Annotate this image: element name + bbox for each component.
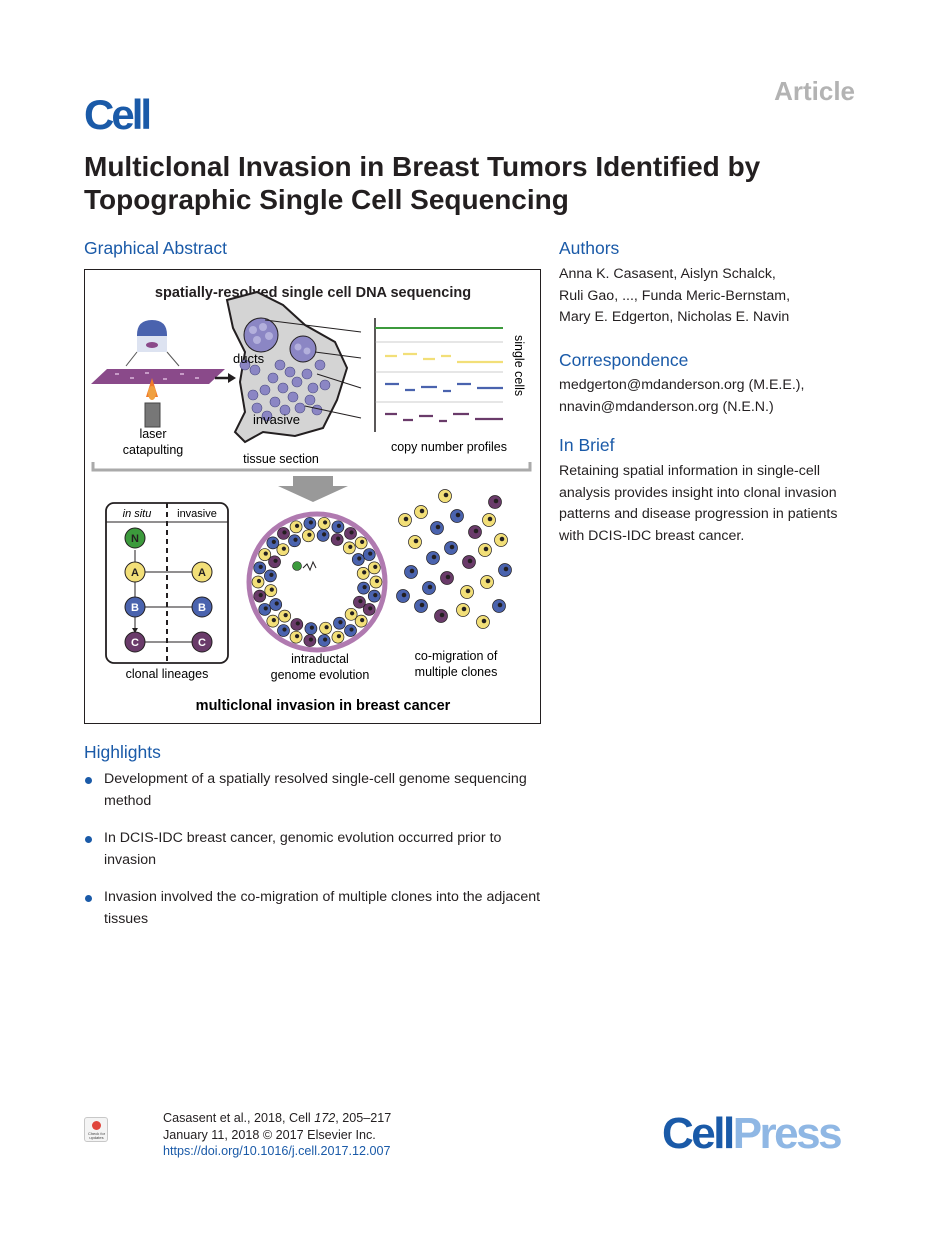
cell-nucleus xyxy=(259,565,263,569)
in-brief-text: Retaining spatial information in single-cell analysis provides insight into clonal invasion patterns and disease progression in patients with DCIS-IDC breast cancer. xyxy=(559,463,838,544)
cell-nucleus xyxy=(450,545,455,550)
cell-nucleus xyxy=(368,606,372,610)
svg-text:ducts: ducts xyxy=(233,351,265,366)
cell-nucleus xyxy=(484,547,489,552)
correspondence-heading: Correspondence xyxy=(559,350,689,370)
cell-nucleus xyxy=(269,573,273,577)
highlights-heading: Highlights xyxy=(84,742,161,762)
svg-text:C: C xyxy=(198,637,206,649)
svg-text:C: C xyxy=(131,637,139,649)
cell-nucleus xyxy=(309,520,313,524)
cell-nucleus xyxy=(468,559,473,564)
tissue-slide-icon xyxy=(91,369,225,384)
cell-nucleus xyxy=(293,538,297,542)
article-title: Multiclonal Invasion in Breast Tumors Identified by Topographic Single Cell Sequencing xyxy=(84,151,761,215)
lineage-node-n xyxy=(125,528,145,548)
cell-nucleus xyxy=(310,626,314,630)
cell-nucleus xyxy=(362,570,366,574)
cell-nucleus xyxy=(264,551,268,555)
citation-line-1: Casasent et al., 2018, Cell 172, 205–217 xyxy=(163,1111,392,1125)
cell-nucleus xyxy=(337,634,341,638)
bullet-icon xyxy=(85,895,92,902)
ga-bottom-title: multiclonal invasion in breast cancer xyxy=(195,698,451,714)
svg-text:in situ: in situ xyxy=(122,508,152,520)
cell-nucleus xyxy=(368,551,372,555)
cell-nucleus xyxy=(504,567,509,572)
authors-heading: Authors xyxy=(559,238,620,258)
cell-nucleus xyxy=(360,618,364,622)
cell-nucleus xyxy=(373,593,377,597)
cell-nucleus xyxy=(444,493,449,498)
check-for-updates-icon[interactable]: Check for updates xyxy=(84,1117,108,1142)
cell-nucleus xyxy=(275,601,279,605)
svg-text:copy number profiles: copy number profiles xyxy=(390,440,508,454)
cell-nucleus xyxy=(404,517,409,522)
svg-text:co-migration of: co-migration of xyxy=(414,649,498,663)
cell-nucleus xyxy=(282,530,286,534)
cell-nucleus xyxy=(432,555,437,560)
cell-nucleus xyxy=(482,619,487,624)
cell-nucleus xyxy=(474,529,479,534)
svg-text:invasive: invasive xyxy=(253,412,300,427)
cell-nucleus xyxy=(494,499,499,504)
cell-nucleus xyxy=(440,613,445,618)
highlight-item: In DCIS-IDC breast cancer, genomic evolution occurred prior to invasion xyxy=(84,828,544,871)
cell-nucleus xyxy=(272,618,276,622)
graphical-abstract-figure xyxy=(84,269,541,724)
article-type-label: Article xyxy=(774,76,855,106)
cell-nucleus xyxy=(348,545,352,549)
correspondence-block xyxy=(559,375,859,418)
ga-top-title: spatially-resolved single cell DNA sequencing xyxy=(154,285,472,301)
cell-nucleus xyxy=(466,589,471,594)
cell-nucleus xyxy=(282,547,286,551)
highlight-item: Invasion involved the co-migration of multiple clones into the adjacent tissues xyxy=(84,887,544,930)
cell-nucleus xyxy=(462,607,467,612)
cell-nucleus xyxy=(428,585,433,590)
cell-nucleus xyxy=(436,525,441,530)
cell-nucleus xyxy=(323,637,327,641)
svg-text:A: A xyxy=(131,567,139,579)
cell-nucleus xyxy=(273,559,277,563)
cell-nucleus xyxy=(350,611,354,615)
cell-nucleus xyxy=(282,627,286,631)
cell-nucleus xyxy=(296,621,300,625)
cell-nucleus xyxy=(357,556,361,560)
cell-nucleus xyxy=(456,513,461,518)
cell-nucleus xyxy=(349,530,353,534)
cell-nucleus xyxy=(498,603,503,608)
highlights-list xyxy=(84,769,544,946)
cell-nucleus xyxy=(307,533,311,537)
cell-nucleus xyxy=(363,585,367,589)
copy-number-profiles xyxy=(375,318,503,432)
cell-nucleus xyxy=(402,593,407,598)
svg-text:tissue section: tissue section xyxy=(243,452,319,466)
svg-text:single cells: single cells xyxy=(512,335,526,397)
cell-nucleus xyxy=(410,569,415,574)
cell-nucleus xyxy=(446,575,451,580)
cell-nucleus xyxy=(337,524,341,528)
svg-text:invasive: invasive xyxy=(177,508,217,520)
laser-cylinder-icon xyxy=(145,403,160,427)
cell-nucleus xyxy=(257,579,261,583)
cell-nucleus xyxy=(373,565,377,569)
cell-nucleus xyxy=(284,613,288,617)
cell-nucleus xyxy=(336,536,340,540)
migrating-cells xyxy=(397,490,512,629)
bullet-icon xyxy=(85,836,92,843)
cell-nucleus xyxy=(322,532,326,536)
svg-text:catapulting: catapulting xyxy=(122,443,184,457)
svg-text:intraductal: intraductal xyxy=(291,652,349,666)
laser-apparatus-icon xyxy=(126,320,179,366)
svg-text:multiple clones: multiple clones xyxy=(414,665,498,679)
cell-nucleus xyxy=(420,603,425,608)
cell-nucleus xyxy=(295,634,299,638)
authors-line-1: Anna K. Casasent, Aislyn Schalck, xyxy=(559,266,776,282)
cell-nucleus xyxy=(338,620,342,624)
graphical-abstract-heading: Graphical Abstract xyxy=(84,238,227,258)
correspondence-email-1[interactable]: medgerton@mdanderson.org (M.E.E.), xyxy=(559,377,805,393)
cell-nucleus xyxy=(349,627,353,631)
cell-nucleus xyxy=(500,537,505,542)
correspondence-email-2[interactable]: nnavin@mdanderson.org (N.E.N.) xyxy=(559,398,774,415)
cell-journal-logo: Cell xyxy=(84,91,150,138)
cell-nucleus xyxy=(486,579,491,584)
svg-text:genome evolution: genome evolution xyxy=(270,668,370,682)
cell-nucleus xyxy=(358,599,362,603)
bullet-icon xyxy=(85,777,92,784)
svg-text:laser: laser xyxy=(139,427,167,441)
cell-nucleus xyxy=(264,606,268,610)
citation-block xyxy=(163,1110,391,1160)
cellpress-logo: CellPress xyxy=(662,1109,841,1158)
authors-line-2: Ruli Gao, ..., Funda Meric-Bernstam, xyxy=(559,287,791,304)
cell-nucleus xyxy=(414,539,419,544)
citation-line-2: January 11, 2018 © 2017 Elsevier Inc. xyxy=(163,1127,376,1142)
cell-nucleus xyxy=(323,520,327,524)
authors-line-3: Mary E. Edgerton, Nicholas E. Navin xyxy=(559,309,790,325)
cell-nucleus xyxy=(375,579,379,583)
svg-text:A: A xyxy=(198,567,206,579)
cell-nucleus xyxy=(488,517,493,522)
doi-link[interactable]: https://doi.org/10.1016/j.cell.2017.12.007 xyxy=(163,1144,391,1158)
highlight-item: Development of a spatially resolved single-cell genome sequencing method xyxy=(84,769,544,812)
svg-text:B: B xyxy=(131,602,139,614)
cell-nucleus xyxy=(272,540,276,544)
cell-nucleus xyxy=(325,625,329,629)
in-brief-heading: In Brief xyxy=(559,435,615,455)
svg-text:N: N xyxy=(131,533,139,545)
svg-text:B: B xyxy=(198,602,206,614)
cell-nucleus xyxy=(259,593,263,597)
cell-nucleus xyxy=(360,540,364,544)
cell-nucleus xyxy=(295,524,299,528)
cell-nucleus xyxy=(420,509,425,514)
authors-list xyxy=(559,264,859,329)
svg-text:clonal lineages: clonal lineages xyxy=(125,667,209,681)
cell-nucleus xyxy=(309,637,313,641)
cell-nucleus xyxy=(270,588,274,592)
down-arrow-icon xyxy=(278,476,348,502)
